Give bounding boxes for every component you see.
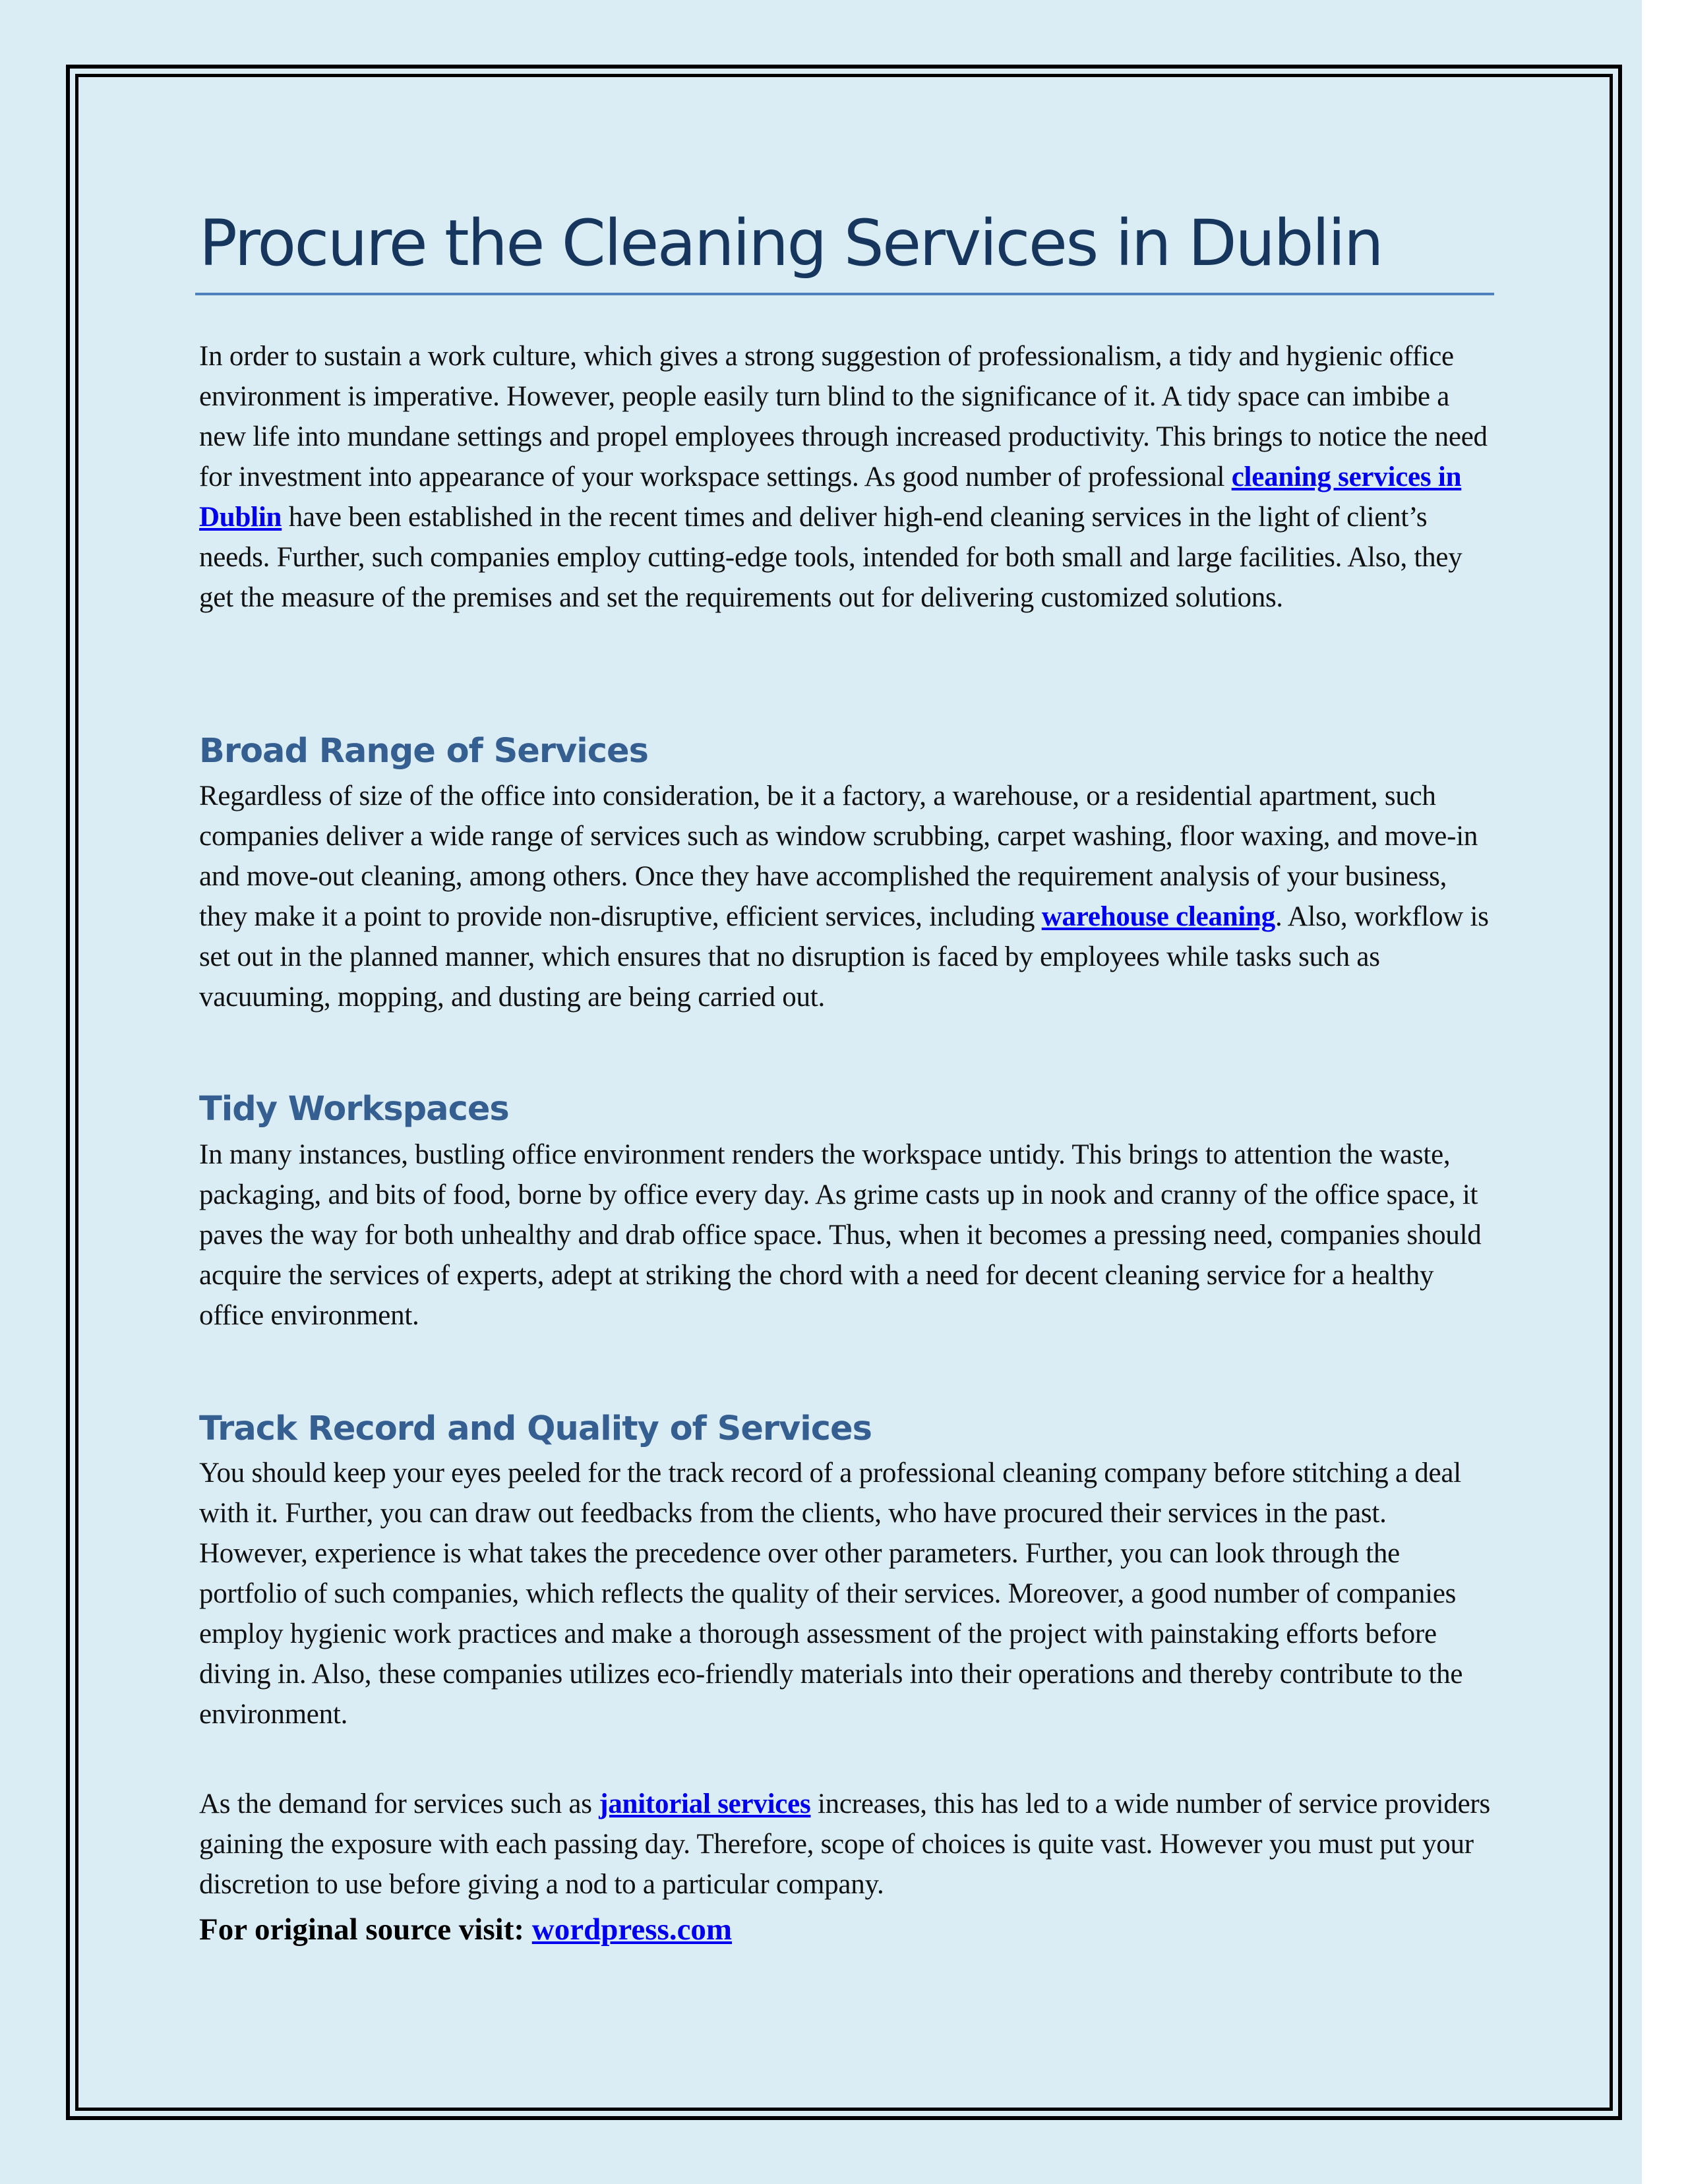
broad-range-text-before-link: Regardless of size of the office into consideration, be it a factory, a warehouse, or a residential apartment, such companies deliver a wide range of services such as window scrubbing, carpet washing, floor waxing, and move-in and move-out cleaning, among others. Once they have accomplished the requirement analysis of your business, they make it a point to provide non-disruptive, efficient services, including [199, 781, 1478, 932]
document-content [199, 191, 1495, 1947]
intro-text-before-link: In order to sustain a work culture, which gives a strong suggestion of professionalism, a tidy and hygienic office environment is imperative. However, people easily turn blind to the significance of it. A tidy space can imbibe a new life into mundane settings and propel employees through increased productivity. This brings to notice the need for investment into appearance of your workspace settings. As good number of professional [199, 341, 1488, 492]
section-paragraph-track-record: You should keep your eyes peeled for the track record of a professional cleaning company before stitching a deal with it. Further, you can draw out feedbacks from the clients, who have procured their services in the past. However, experience is what takes the precedence over other parameters. Further, you can look through the portfolio of such companies, which reflects the quality of their services. Moreover, a good number of companies employ hygienic work practices and make a thorough assessment of the project with painstaking efforts before diving in. Also, these companies utilizes eco-friendly materials into their operations and thereby contribute to the environment. [199, 1458, 1463, 1730]
document-title: Procure the Cleaning Services in Dublin [199, 206, 1383, 280]
closing-text-before-link: As the demand for services such as [199, 1788, 599, 1819]
closing-text-after-link: increases, this has led to a wide number of service providers gaining the exposure with each passing day. Therefore, scope of choices is quite vast. However you must put your discretion to use before giving a nod to a particular company. [199, 1788, 1490, 1900]
warehouse-cleaning-link[interactable]: warehouse cleaning [1041, 901, 1275, 932]
intro-paragraph [199, 336, 1495, 618]
wordpress-source-link[interactable]: wordpress.com [531, 1912, 733, 1947]
section-paragraph-tidy-workspaces: In many instances, bustling office environment renders the workspace untidy. This brings to attention the waste, packaging, and bits of food, borne by office every day. As grime casts up in nook and cranny of the office space, it paves the way for both unhealthy and drab office space. Thus, when it becomes a pressing need, companies should acquire the services of experts, adept at striking the chord with a need for decent cleaning service for a healthy office environment. [199, 1139, 1482, 1331]
source-label: For original source visit: [199, 1912, 532, 1947]
broad-range-text-after-link: . Also, workflow is set out in the planned manner, which ensures that no disruption is faced by employees while tasks such as vacuuming, mopping, and dusting are being carried out. [199, 901, 1489, 1013]
section-heading-track-record: Track Record and Quality of Services [199, 1409, 872, 1448]
closing-paragraph [199, 1784, 1495, 1904]
source-line [199, 1908, 732, 1951]
intro-text-after-link: have been established in the recent times and deliver high-end cleaning services in the light of client’s needs. Further, such companies employ cutting-edge tools, intended for both small and large facilities. Also, they get the measure of the premises and set the requirements out for delivering customized solutions. [199, 502, 1462, 613]
janitorial-services-link[interactable]: janitorial services [599, 1788, 811, 1819]
cleaning-services-dublin-link[interactable]: cleaning services in Dublin [199, 461, 1462, 533]
section-heading-broad-range: Broad Range of Services [199, 732, 648, 771]
section-heading-tidy-workspaces: Tidy Workspaces [199, 1090, 509, 1129]
section-paragraph-broad-range [199, 776, 1495, 1017]
